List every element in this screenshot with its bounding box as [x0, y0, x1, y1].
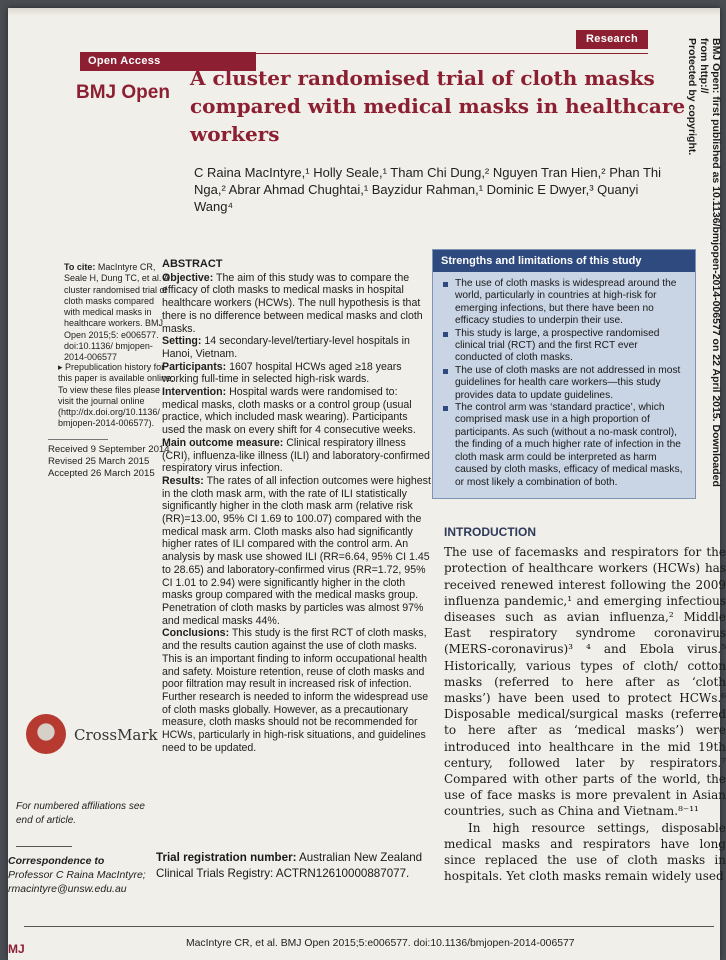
abstract-results — [162, 475, 432, 627]
received-date: Received 9 September 2014 — [48, 444, 170, 455]
intro-paragraph-1: The use of facemasks and respirators for the protection of healthcare workers (HCWs) has received renewed interest following the 2009 influenza pandemic,¹ and emerging infectious diseases such as avian influenza,² Middle East respiratory syndrome coronavirus (MERS-coronavirus)³ ⁴ and Ebola virus.⁵ Historically, various types of cloth/ cotton masks (referred to here after as ‘cloth masks’) have been used to protect HCWs.⁶ Disposable medical/surgical masks (referred to here after as ‘medical masks’) were introduced into healthcare in the mid 19th century, followed later by respirators.⁷ Compared with other parts of the world, the use of face masks is more prevalent in Asian countries, such as China and Vietnam.⁸⁻¹¹ — [444, 545, 726, 819]
page-edge — [8, 8, 720, 16]
crossmark-button[interactable] — [26, 714, 156, 754]
objective-label: Objective: — [162, 271, 214, 284]
bullet-icon — [443, 406, 448, 411]
header-rule — [248, 53, 648, 54]
correspondence-email[interactable]: rmacintyre@unsw.edu.au — [8, 883, 127, 895]
setting-label: Setting: — [162, 335, 202, 348]
footer-rule — [24, 926, 714, 927]
intro-paragraph-2: In high resource settings, disposable medical masks and respirators have long since replaced the use of cloth masks in hospitals. Yet cloth masks remain widely used — [444, 820, 726, 884]
article-title: A cluster randomised trial of cloth masks compared with medical masks in healthcare workers — [190, 66, 686, 146]
bullet-icon — [443, 282, 448, 287]
outcome-text: Clinical respiratory illness (CRI), influenza-like illness (ILI) and laboratory-confirmed respiratory virus infection. — [162, 436, 430, 475]
results-text: The rates of all infection outcomes were highest in the cloth mask arm, with the rate of ILI statistically significantly higher in the cloth mask arm (relative risk (RR)=13.00, 95% CI 1.69 to 100.07) compared with the medical mask arm. Cloth masks also had significantly higher rates of ILI compared with the control arm. An analysis by mask use showed ILI (RR=6.64, 95% CI 1.45 to 28.65) and laboratory-confirmed virus (RR=1.72, 95% CI 1.01 to 2.94) were significantly higher in the cloth masks group compared with the medical masks group. Penetration of cloth masks by particles was almost 97% and medical masks 44%. — [162, 474, 431, 627]
dates-divider — [48, 439, 108, 440]
participants-label: Participants: — [162, 360, 227, 373]
crossmark-icon — [26, 714, 66, 754]
footer-citation: MacIntyre CR, et al. BMJ Open 2015;5:e006577. doi:10.1136/bmjopen-2014-006577 — [186, 938, 575, 949]
strengths-box — [432, 249, 696, 499]
abstract-heading: ABSTRACT — [162, 258, 223, 270]
article-dates — [48, 444, 172, 480]
trial-label: Trial registration number: — [156, 851, 297, 864]
conclusions-label: Conclusions: — [162, 627, 230, 640]
affiliations-note: For numbered affiliations see end of article. — [16, 801, 145, 826]
bullet-icon — [443, 332, 448, 337]
intervention-text: Hospital wards were randomised to: medical masks, cloth masks or a control group (usual practice, which included mask wearing). Participants used the mask on every shift for 4 consecutive weeks. — [162, 386, 416, 437]
accepted-date: Accepted 26 March 2015 — [48, 468, 155, 479]
revised-date: Revised 25 March 2015 — [48, 456, 150, 467]
list-item — [443, 365, 687, 402]
trial-registration — [156, 850, 446, 882]
abstract-setting — [162, 335, 432, 360]
abstract-objective — [162, 272, 432, 336]
side-download-notice — [678, 38, 722, 508]
strengths-list — [433, 278, 695, 489]
list-item — [443, 402, 687, 489]
results-label: Results: — [162, 474, 204, 487]
introduction — [444, 524, 726, 884]
side-line-2: Protected by copyright. — [686, 38, 698, 156]
journal-name: BMJ Open — [76, 82, 170, 103]
cite-text: MacIntyre CR, Seale H, Dung TC, et al. A cluster randomised trial of cloth masks compared with medical masks in healthcare workers. BMJ Open 2015;5: e006577. doi:10.1136/ bmjopen-2014-006577 — [64, 262, 169, 363]
introduction-heading: INTRODUCTION — [444, 525, 536, 539]
journal-page — [8, 8, 726, 960]
abstract-intervention — [162, 386, 432, 437]
objective-text: The aim of this study was to compare the efficacy of cloth masks to medical masks in hospital healthcare workers (HCWs). The null hypothesis is that there is no difference between medical masks and cloth masks. — [162, 271, 423, 335]
strength-text: This study is large, a prospective randomised clinical trial (RCT) and the first RCT ever conducted of cloth masks. — [455, 327, 660, 364]
side-line-1: BMJ Open: first published as 10.1136/bmjopen-2014-006577 on 22 April 2015. Downloaded from http:// — [698, 38, 722, 487]
participants-text: 1607 hospital HCWs aged ≥18 years working full-time in selected high-risk wards. — [162, 360, 402, 386]
author-list: C Raina MacIntyre,¹ Holly Seale,¹ Tham Chi Dung,² Nguyen Tran Hien,² Phan Thi Nga,² Abrar Ahmad Chughtai,¹ Bayzidur Rahman,¹ Dominic E Dwyer,³ Quanyi Wang⁴ — [194, 165, 661, 214]
list-item — [443, 278, 687, 328]
setting-text: 14 secondary-level/tertiary-level hospitals in Hanoi, Vietnam. — [162, 335, 410, 360]
correspondence-divider — [16, 846, 72, 847]
strength-text: The use of cloth masks is widespread around the world, particularly in countries at high-risk for emerging infections, but there have been no efficacy studies to underpin their use. — [455, 278, 677, 327]
correspondence-name: Professor C Raina MacIntyre; — [8, 869, 146, 881]
outcome-label: Main outcome measure: — [162, 436, 284, 449]
citation-block — [64, 262, 172, 364]
intervention-label: Intervention: — [162, 386, 227, 399]
footer-mark: MJ — [8, 942, 25, 956]
bullet-icon — [443, 369, 448, 374]
research-badge: Research — [576, 30, 648, 49]
strength-text: The use of cloth masks are not addressed in most guidelines for health care workers—this study provides data to update guidelines. — [455, 364, 681, 401]
open-access-badge: Open Access — [80, 52, 256, 71]
correspondence-block — [8, 854, 158, 896]
correspondence-label: Correspondence to — [8, 855, 105, 867]
trial-text: Australian New Zealand Clinical Trials Registry: ACTRN12610000887077. — [156, 851, 423, 880]
conclusions-text: This study is the first RCT of cloth masks, and the results caution against the use of cloth masks. This is an important finding to inform occupational health and safety. Moisture retention, reuse of cloth masks and poor filtration may result in increased risk of infection. Further research is needed to inform the widespread use of cloth masks globally. However, as a precautionary measure, cloth masks should not be recommended for HCWs, particularly in high-risk situations, and guidelines need to be updated. — [162, 627, 429, 754]
cite-label: To cite: — [64, 262, 96, 272]
strength-text: The control arm was ‘standard practice’, which comprised mask use in a high proportion of participants. As such (without a no-mask control), the finding of a much higher rate of infection in the cloth mask arm could be interpreted as harm caused by cloth masks, efficacy of medical masks, or most likely a combination of both. — [455, 402, 683, 488]
abstract-participants — [162, 361, 432, 386]
abstract-outcome — [162, 437, 432, 475]
abstract-conclusions — [162, 627, 432, 754]
crossmark-label: CrossMark — [74, 726, 158, 744]
list-item — [443, 328, 687, 365]
abstract — [162, 258, 432, 754]
strengths-heading: Strengths and limitations of this study — [433, 250, 695, 272]
prepublication-note: ▸ Prepublication history for this paper is available online. To view these files please visit the journal online (http://dx.doi.org/10.1136/ bmjopen-2014-006577). — [58, 362, 174, 429]
